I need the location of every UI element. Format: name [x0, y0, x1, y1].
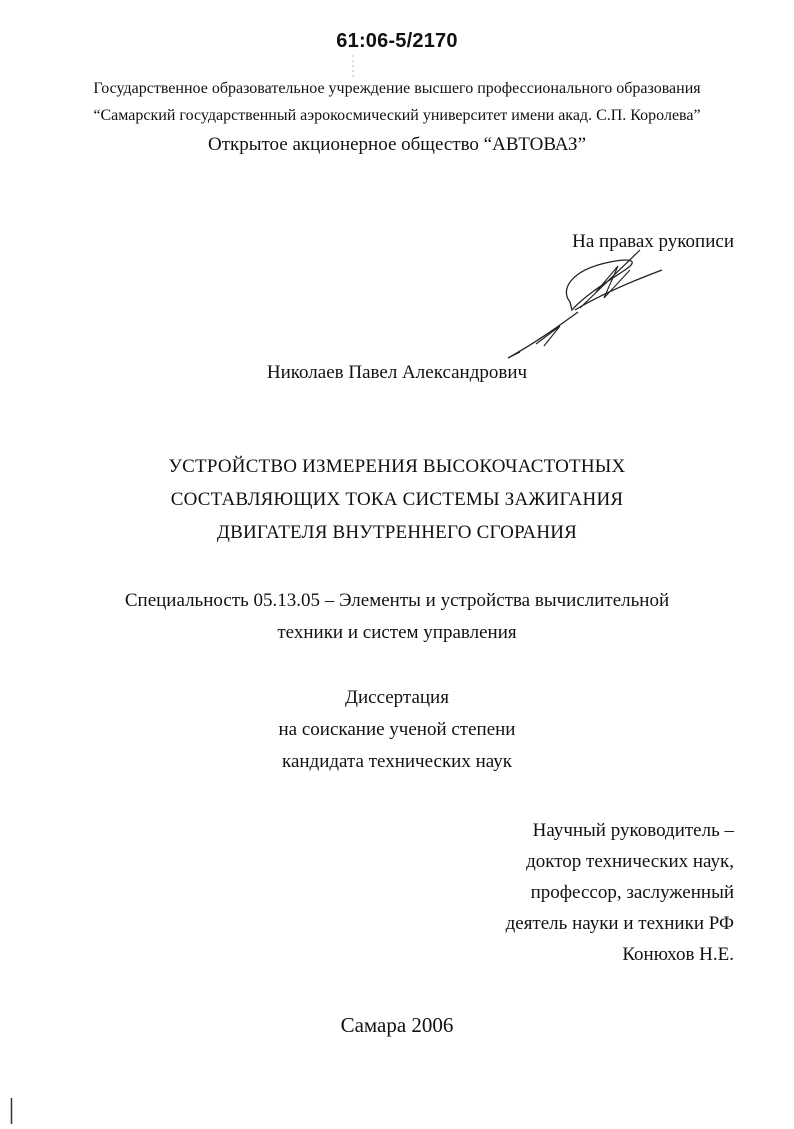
supervisor-line-2: доктор технических наук,	[526, 851, 734, 872]
degree-line-2: на соискание ученой степени	[278, 719, 516, 740]
scan-margin-mark	[10, 1098, 13, 1124]
handwritten-signature	[500, 240, 680, 370]
degree-line-3: кандидата технических наук	[282, 751, 512, 772]
institution-line-2: “Самарский государственный аэрокосмический университет имени акад. С.П. Королева”	[93, 107, 701, 124]
city-year: Самара 2006	[340, 1013, 454, 1037]
manuscript-rights: На правах рукописи	[572, 231, 734, 252]
supervisor-line-1: Научный руководитель –	[532, 820, 734, 841]
specialty-line-1: Специальность 05.13.05 – Элементы и устройства вычислительной	[124, 590, 670, 611]
title-line-3: ДВИГАТЕЛЯ ВНУТРЕННЕГО СГОРАНИЯ	[216, 522, 578, 543]
specialty-line-2: техники и систем управления	[277, 622, 517, 643]
supervisor-name: Конюхов Н.Е.	[622, 944, 734, 965]
author-name: Николаев Павел Александрович	[266, 362, 528, 383]
title-line-2: СОСТАВЛЯЮЩИХ ТОКА СИСТЕМЫ ЗАЖИГАНИЯ	[170, 489, 624, 510]
title-line-1: УСТРОЙСТВО ИЗМЕРЕНИЯ ВЫСОКОЧАСТОТНЫХ	[168, 456, 626, 477]
institution-line-1: Государственное образовательное учреждение высшего профессионального образования	[93, 80, 701, 97]
company-name: Открытое акционерное общество “АВТОВАЗ”	[207, 134, 587, 155]
scan-tick-mark	[352, 55, 354, 77]
document-code: 61:06-5/2170	[336, 30, 458, 52]
supervisor-block	[506, 815, 734, 970]
supervisor-line-3: профессор, заслуженный	[530, 882, 734, 903]
degree-line-1: Диссертация	[345, 687, 449, 708]
supervisor-line-4: деятель науки и техники РФ	[505, 913, 734, 934]
